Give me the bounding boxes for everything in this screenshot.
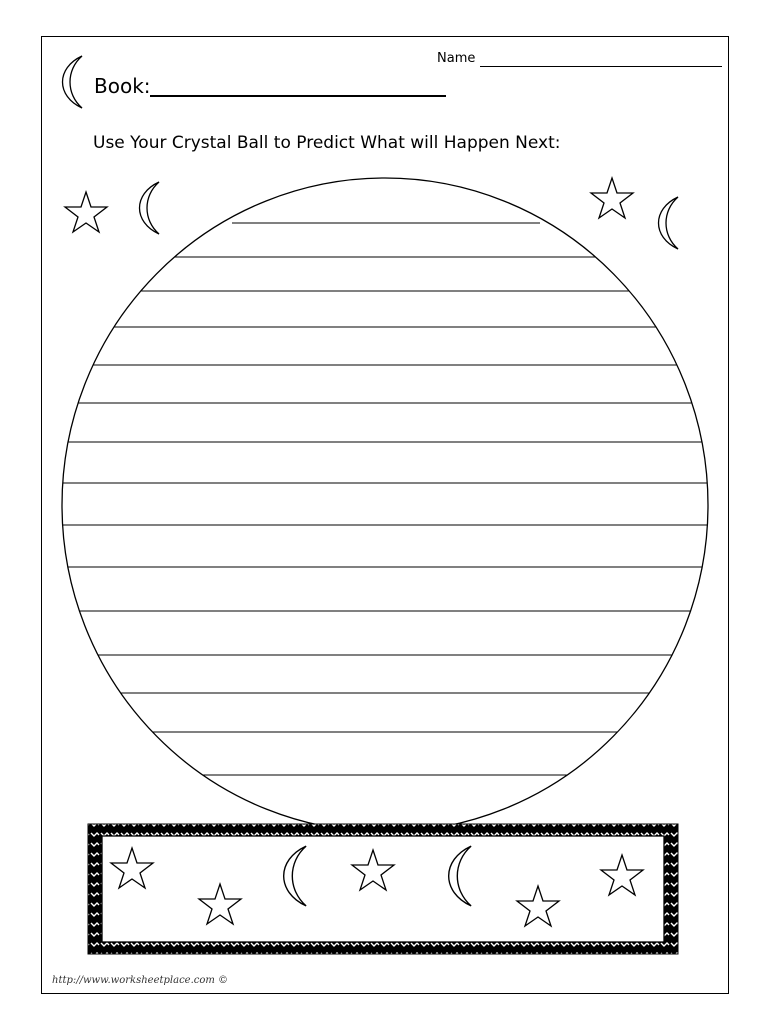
- moon-icon: [63, 56, 83, 108]
- instruction-text: Use Your Crystal Ball to Predict What will Happen Next:: [93, 133, 561, 153]
- crystal-ball: [62, 178, 708, 832]
- writing-lines[interactable]: [40, 223, 740, 775]
- moon-icon: [659, 197, 679, 249]
- name-label: Name: [437, 51, 476, 66]
- star-icon: [591, 178, 633, 218]
- moon-icon: [140, 182, 160, 234]
- footer-url[interactable]: http://www.worksheetplace.com ©: [52, 975, 229, 986]
- star-icon: [65, 192, 107, 232]
- book-label: Book:: [94, 74, 151, 98]
- crystal-ball-base: [88, 824, 678, 954]
